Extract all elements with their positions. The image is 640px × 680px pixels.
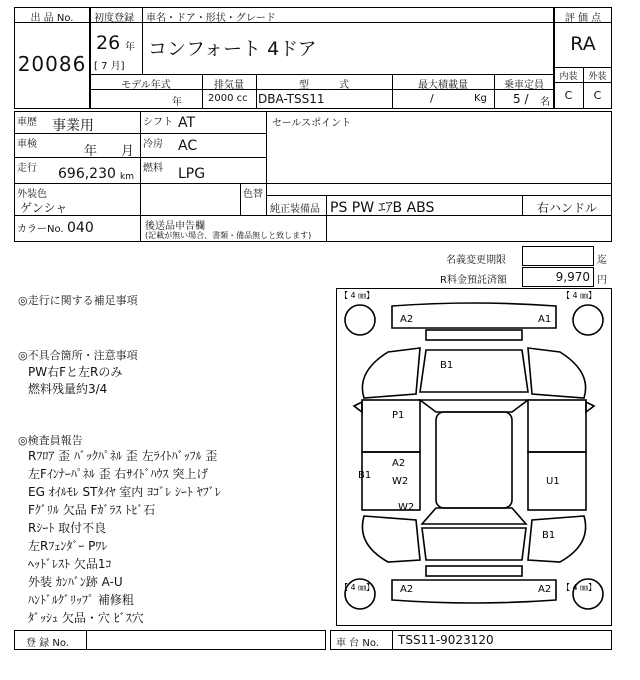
tire-depth-br: 【 4 ㎜】 (562, 583, 597, 592)
front-grille (426, 330, 522, 340)
name-change-box (522, 246, 594, 266)
inspection-label: 車検 (17, 139, 37, 150)
mileage-value: 696,230 (58, 166, 116, 182)
mark-front-right-bumper: A1 (538, 314, 552, 325)
mark-left-door: W2 (392, 476, 409, 487)
rear-bumper (392, 580, 556, 603)
inspector-line: Fｸﾞﾘﾙ 欠品 Fｶﾞﾗｽ ﾄﾋﾞ石 (28, 503, 156, 517)
rear-left-fender (362, 516, 420, 562)
tire-depth-tr: 【 4 ㎜】 (562, 291, 597, 300)
name-change-label: 名義変更期限 (446, 255, 506, 266)
trunk (422, 528, 526, 560)
interior-grade: C (564, 89, 573, 102)
front-right-fender (528, 348, 586, 398)
capacity-value: 5 / (513, 92, 529, 106)
rear-garnish (426, 566, 522, 576)
right-front-door (528, 400, 586, 452)
capacity-unit: 名 (540, 97, 550, 108)
chassis-value: TSS11-9023120 (398, 633, 494, 647)
tire-depth-tl: 【 4 ㎜】 (340, 291, 375, 300)
car-name: コンフォート 4ドア (148, 38, 317, 60)
steering-value: 右ハンドル (536, 201, 597, 215)
first-reg-year: 26 (96, 32, 121, 54)
inspector-line: Rﾌﾛｱ 歪 ﾊﾞｯｸﾊﾟﾈﾙ 歪 左ﾗｲﾄﾊﾞｯﾌﾙ 歪 (28, 449, 218, 463)
wheel-front-left (345, 305, 375, 335)
recycle-label: R料金預託済額 (440, 275, 507, 286)
fuel-value: LPG (178, 166, 206, 182)
windshield (420, 400, 528, 412)
name-label: 車名・ドア・形状・グレード (146, 13, 276, 24)
mark-left-rear-door: A2 (392, 458, 406, 469)
inspector-line: 左Fｲﾝﾅｰﾊﾟﾈﾙ 歪 右ｻｲﾄﾞﾊｳｽ 突上げ (28, 467, 209, 481)
model-year-value: 年 (172, 97, 182, 108)
front-left-fender (362, 348, 420, 398)
defect-line: PW右Fと左Rのみ (28, 365, 123, 379)
rating-label: 評 価 点 (564, 13, 602, 24)
rear-window (422, 508, 526, 524)
mark-front-left-bumper: A2 (400, 314, 414, 325)
interior-label: 内装 (559, 72, 578, 82)
shift-value: AT (178, 115, 196, 131)
sales-point-label: セールスポイント (272, 118, 352, 129)
ac-value: AC (178, 138, 198, 154)
model-year-label: モデル年式 (121, 80, 171, 91)
recycle-value: 9,970 (555, 270, 590, 284)
inspector-line: ﾍｯﾄﾞﾚｽﾄ 欠品1ｺ (28, 557, 112, 571)
diagram-frame (337, 289, 612, 626)
car-damage-diagram (336, 288, 612, 626)
capacity-label: 乗車定員 (504, 80, 544, 91)
listing-no: 20086 (17, 52, 87, 76)
defects-header: ◎不具合箇所・注意事項 (18, 349, 138, 362)
mark-right-side: U1 (546, 476, 560, 487)
displacement-value: 2000 cc (208, 93, 248, 104)
inspector-line: 左Rﾌｪﾝﾀﾞｰ Pﾜﾚ (28, 539, 108, 553)
ac-label: 冷房 (143, 139, 163, 150)
mileage-label: 走行 (17, 163, 37, 174)
color-no-value: 040 (67, 220, 94, 236)
displacement-label: 排気量 (214, 80, 244, 91)
defect-line: 燃料残量約3/4 (28, 382, 108, 396)
wheel-front-right (573, 305, 603, 335)
year-unit: 年 (125, 42, 135, 53)
inspector-line: ﾊﾝﾄﾞﾙｸﾞﾘｯﾌﾟ 補修粗 (28, 593, 134, 607)
color-change-label: 色替 (243, 189, 263, 200)
genuine-equip-value: PS PW ｴｱB ABS (330, 200, 435, 216)
ext-color-value: ゲンシャ (20, 201, 68, 215)
tire-depth-bl: 【 4 ㎜】 (340, 583, 375, 592)
ext-color-label: 外装色 (17, 189, 47, 200)
history-label: 車歴 (17, 117, 37, 128)
mark-rear-right-bumper: A2 (538, 584, 552, 595)
front-bumper (392, 303, 556, 328)
inspector-line: Rｼｰﾄ 取付不良 (28, 521, 107, 535)
inspection-month: 月 (121, 144, 135, 159)
history-value: 事業用 (52, 118, 94, 134)
post-report-note: (記載が無い場合、書類・備品無しと致します) (145, 231, 312, 240)
mark-rear-left-bumper: A2 (400, 584, 414, 595)
left-mirror (354, 402, 362, 412)
right-mirror (586, 402, 594, 412)
recycle-unit: 円 (597, 275, 607, 286)
inspector-line: ﾀﾞｯｼｭ 欠品・穴 ﾋﾞｽ穴 (28, 611, 144, 625)
max-load-unit: Kg (474, 93, 487, 104)
fuel-label: 燃料 (143, 163, 163, 174)
exterior-grade: C (593, 89, 602, 102)
exterior-label: 外装 (588, 72, 607, 82)
first-reg-month: [ 7 月] (94, 61, 125, 72)
mark-front-panel: P1 (392, 410, 405, 421)
driving-notes-header: ◎走行に関する補足事項 (18, 294, 138, 307)
listing-no-label: 出 品 No. (30, 13, 74, 24)
reg-no-label: 登 録 No. (26, 638, 69, 649)
name-change-unit: 迄 (597, 255, 607, 266)
mark-right-rear: B1 (542, 530, 556, 541)
chassis-label: 車 台 No. (336, 638, 379, 649)
genuine-equip-label: 純正装備品 (270, 204, 320, 215)
mark-left-side: B1 (358, 470, 372, 481)
mark-left-lower: W2 (398, 502, 415, 513)
first-reg-label: 初度登録 (94, 13, 134, 24)
mileage-unit: km (120, 172, 134, 182)
post-report-label: 後送品申告欄 (145, 221, 205, 232)
rear-right-fender (528, 516, 586, 562)
color-no-label: カラーNo. (17, 224, 64, 235)
type-label: 型 式 (299, 80, 349, 91)
mark-bonnet: B1 (440, 360, 454, 371)
max-load-label: 最大積載量 (418, 80, 468, 91)
type-value: DBA-TSS11 (258, 92, 325, 106)
shift-label: シフト (143, 117, 173, 128)
left-front-door (362, 400, 420, 452)
bonnet (420, 350, 528, 392)
inspection-year: 年 (84, 144, 98, 159)
roof (436, 412, 512, 508)
inspector-header: ◎検査員報告 (18, 434, 83, 447)
inspector-line: EG ｵｲﾙﾓﾚ STﾀｲﾔ 室内 ﾖｺﾞﾚ ｼｰﾄ ﾔﾌﾞﾚ (28, 485, 221, 499)
inspector-line: 外装 ｶﾝﾊﾞﾝ跡 A-U (28, 575, 123, 589)
rating: RA (570, 33, 596, 55)
max-load-value: / (430, 92, 434, 105)
